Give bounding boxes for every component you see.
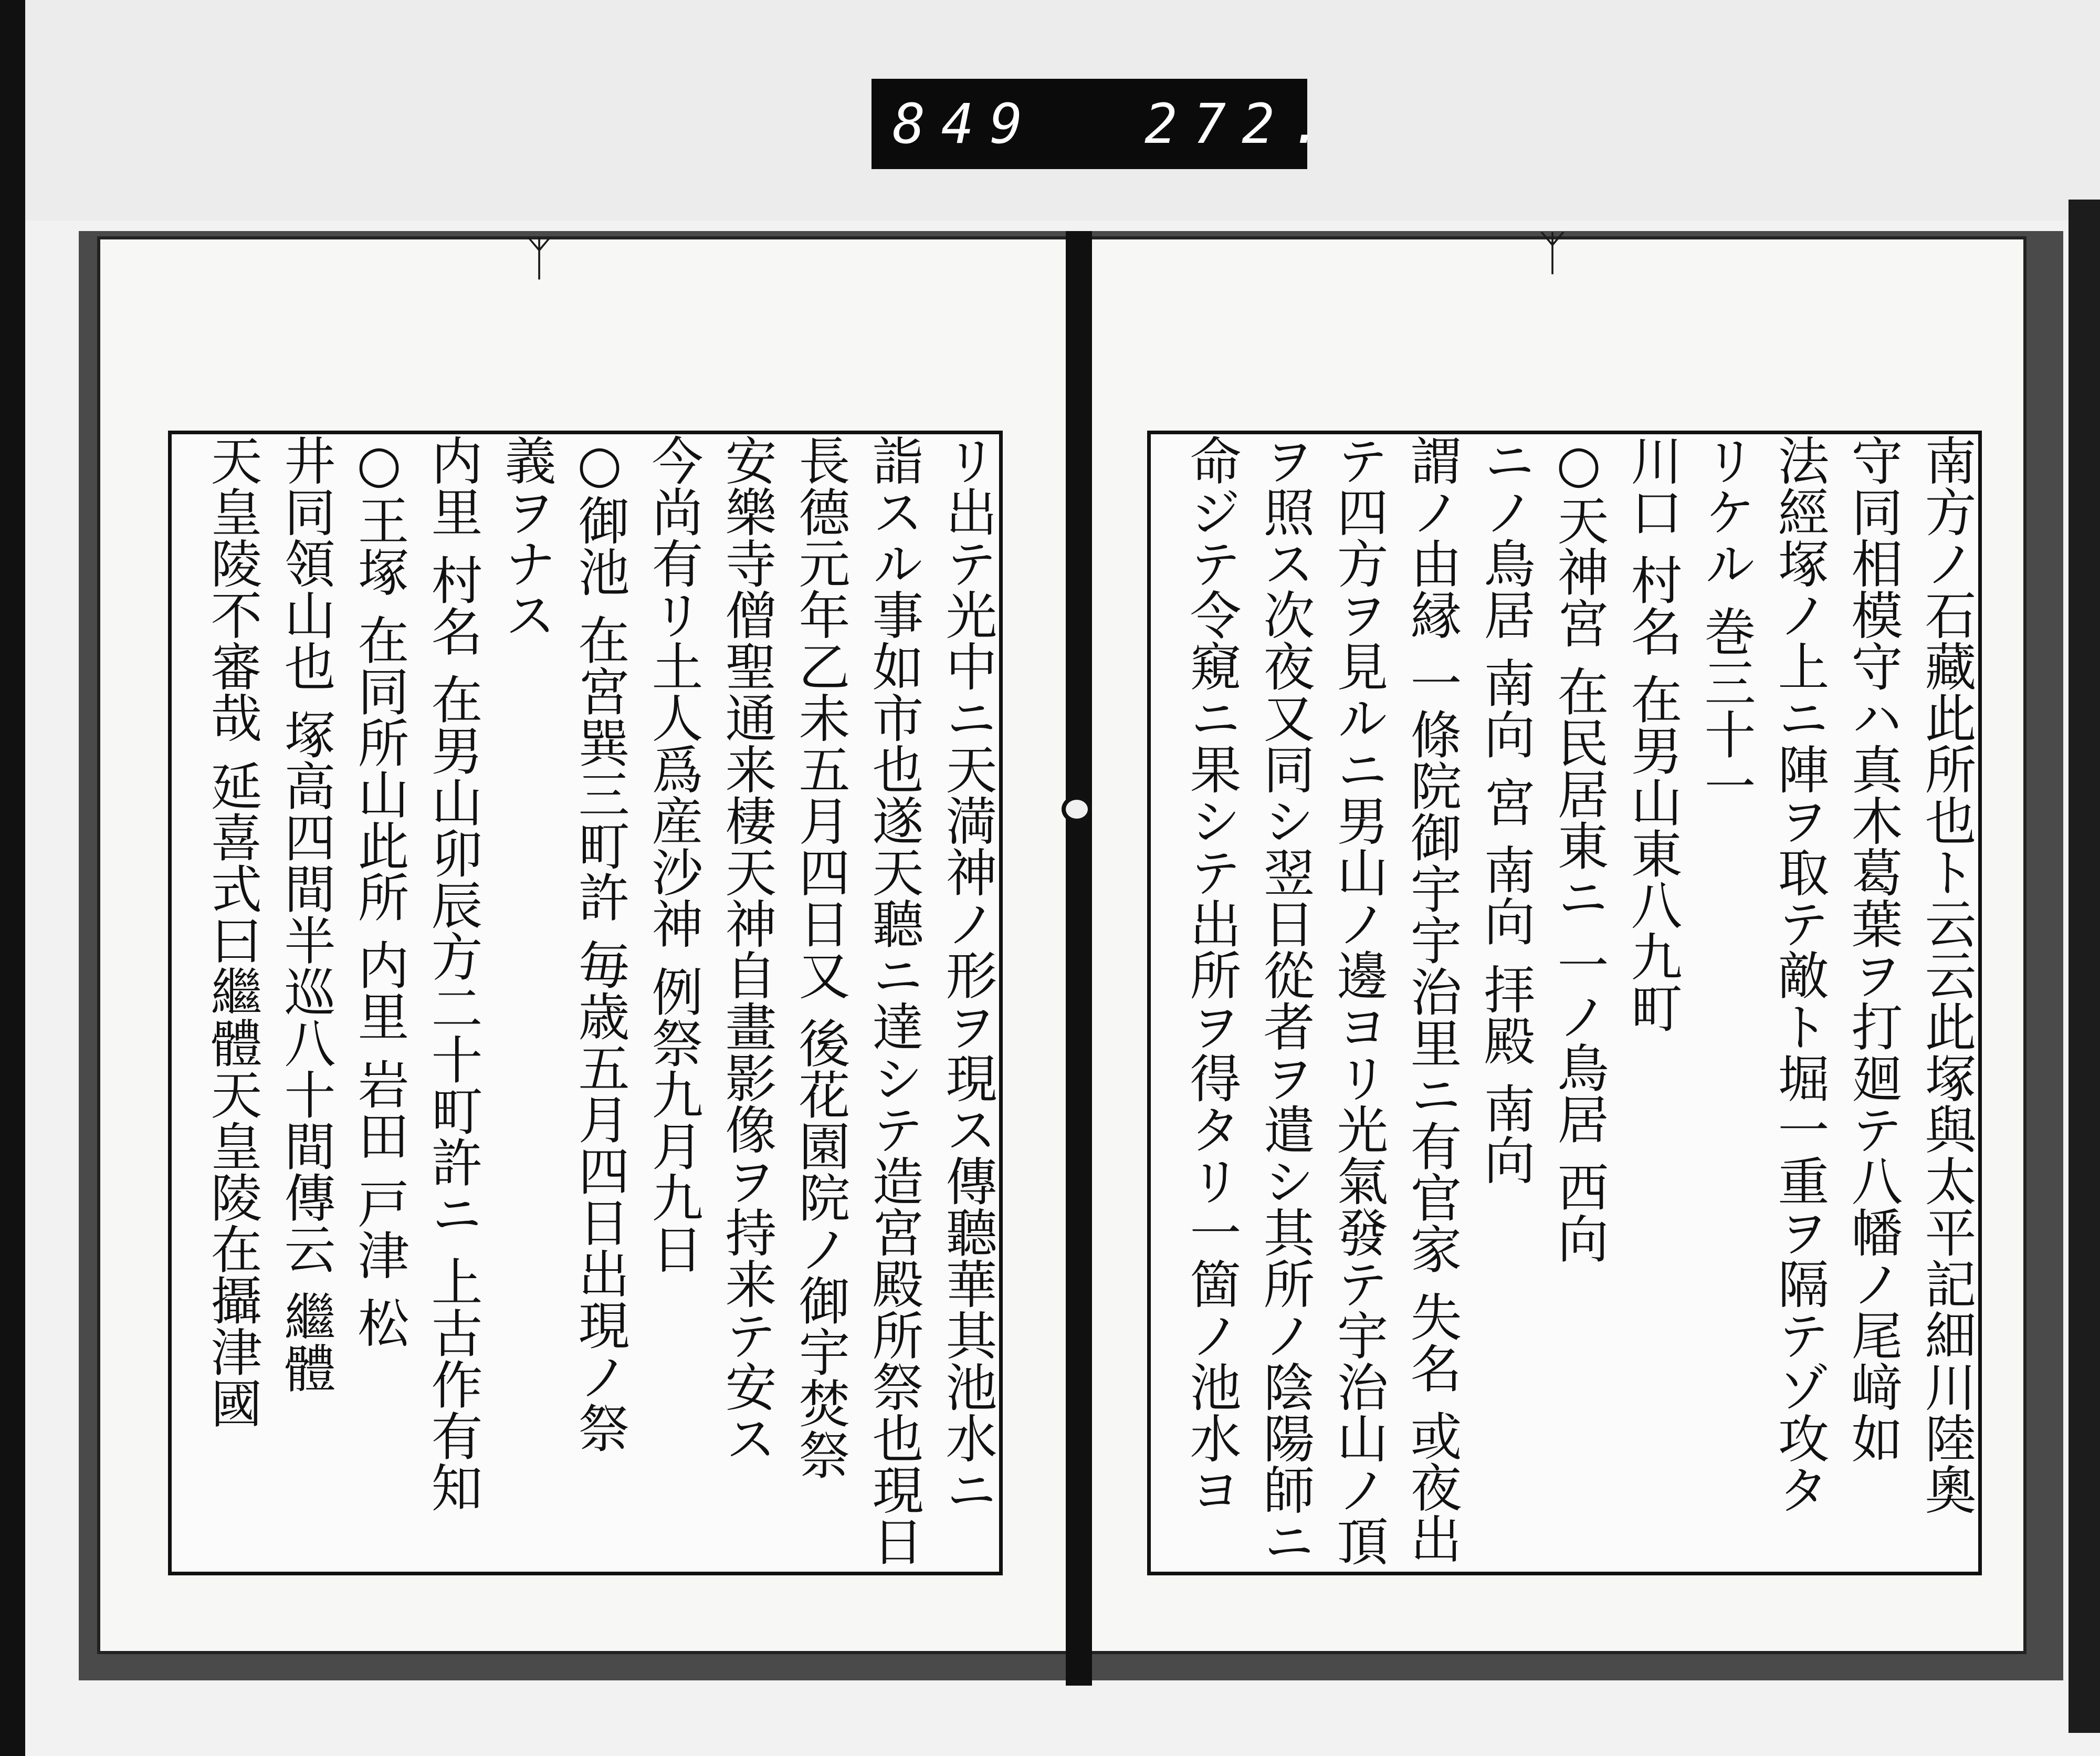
text-column: ○御池 在宮巽三町許 毎歳五月四日出現ノ祭: [570, 434, 629, 1454]
text-column: 義ヲナス: [496, 434, 556, 640]
text-column: ニノ鳥居 南向 宮 南向 拝殿 南向: [1475, 434, 1535, 1185]
text-column: 内里 村名 在男山卯辰方二十町許ニ 上古作有知: [423, 434, 482, 1513]
text-column: リ出テ光中ニ天満神ノ形ヲ現ス傳聽華其池水ニ: [937, 434, 997, 1515]
catalog-label-plate: [872, 79, 1339, 169]
text-column: テ四方ヲ見ルニ男山ノ邊ヨリ光氣發テ宇治山ノ頂: [1328, 434, 1388, 1566]
text-column: 命ジテ令窺ニ果シテ出所ヲ得タリ一箇ノ池水ヨ: [1181, 434, 1241, 1515]
catalog-number-right: 272.: [1144, 92, 1339, 156]
text-column: ○天神宮 在民居東ニ 一ノ鳥居 西向: [1549, 434, 1609, 1264]
text-column: リケル 巻三十一: [1696, 434, 1756, 811]
text-column: 謂ノ由縁 一條院御宇宇治里ニ有官家 失名 或夜出: [1402, 434, 1462, 1564]
scan-left-edge: [0, 0, 25, 1756]
ink-stain-icon: ᛉ: [525, 231, 553, 286]
text-column: ○王塚 在同所山此所 内里 岩田 戸津 松: [349, 434, 409, 1348]
left-text-block: [168, 431, 1003, 1575]
text-column: 今尚有リ土人爲産沙神 例祭九月九日: [643, 434, 703, 1274]
text-column: 長德元年乙未五月四日又 後花園院ノ御宇焚祭: [790, 434, 850, 1480]
text-column: 法經塚ノ上ニ陣ヲ取テ敵ト堀一重ヲ隔テゾ攻タ: [1769, 434, 1829, 1515]
text-column: 川口 村名 在男山東八九町: [1622, 434, 1682, 1033]
book-spine: [1066, 231, 1092, 1686]
scan-right-edge: [2068, 200, 2100, 1733]
text-column: 南方ノ石藏此所也ト云云此塚與太平記細川陸奧: [1916, 434, 1976, 1515]
text-column: 天皇陵不審哉 延喜式曰繼體天皇陵在攝津國: [202, 434, 262, 1429]
binding-ring-icon: [1062, 796, 1092, 823]
catalog-number-left: 849: [892, 92, 1038, 156]
text-column: 詣スル事如市也遂天聽ニ達シテ造宮殿所祭也現日: [864, 434, 923, 1566]
ink-stain-icon: ᛉ: [1538, 226, 1567, 281]
text-column: 守同相模守ハ真木葛葉ヲ打廻テ八幡ノ尾﨑如: [1843, 434, 1903, 1464]
text-column: 井同領山也 塚高四間半巡八十間傳云 繼體: [276, 434, 335, 1394]
text-column: ヲ照ス次夜又同シ翌日從者ヲ遣シ其所ノ陰陽師ニ: [1255, 434, 1315, 1566]
text-column: 安樂寺僧聖通来棲天神自畫影像ヲ持来テ安ス: [717, 434, 776, 1464]
right-text-block: [1147, 431, 1982, 1575]
